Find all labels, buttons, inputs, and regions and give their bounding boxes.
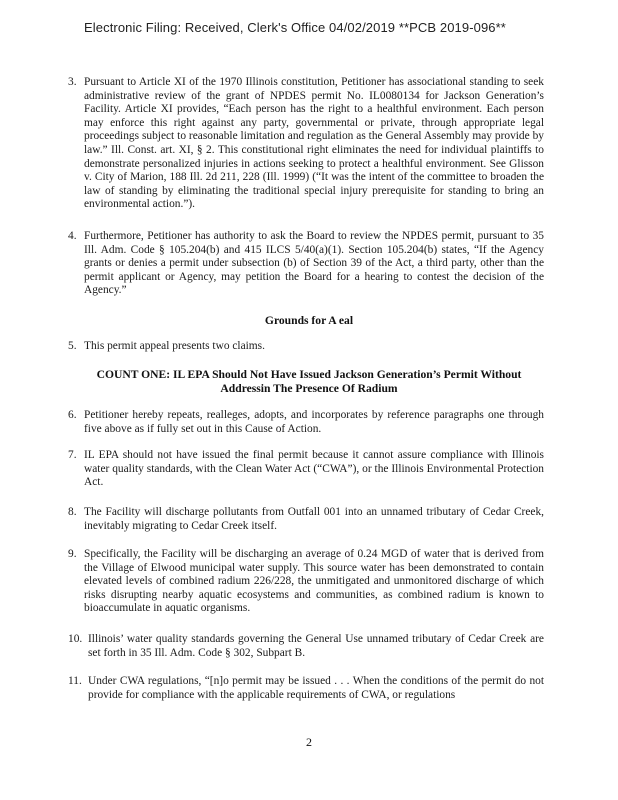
paragraph-number: 7. — [68, 449, 77, 461]
section-heading-grounds: Grounds for A eal — [264, 314, 354, 327]
paragraph-9 — [68, 548, 544, 616]
paragraph-text: This permit appeal presents two claims. — [84, 340, 265, 352]
paragraph-number: 8. — [68, 506, 77, 518]
paragraph-text: Furthermore, Petitioner has authority to ask the Board to review the NPDES permit, pursuant to 35 Ill. Adm. Code § 105.204(b) and 415 ILCS 5/40(a)(1). Section 105.204(b) states, “If the Agency grants or denies a permit under subsection (b) of Section 39 of the Act, a third party, other than the permit applicant or Agency, may petition the Board for a hearing to contest the decision of the Agency.” — [84, 230, 544, 297]
efiling-header: Electronic Filing: Received, Clerk's Office 04/02/2019 **PCB 2019-096** — [84, 20, 506, 35]
paragraph-number: 4. — [68, 230, 77, 242]
paragraph-text: Specifically, the Facility will be discharging an average of 0.24 MGD of water that is derived from the Village of Elwood municipal water supply. This source water has been demonstrated to contain elevated levels of combined radium 226/228, the unmitigated and unmonitored discharge of which risks disrupting nearby aquatic ecosystems and communities, as combined radium is known to bioaccumulate in aquatic organisms. — [84, 548, 544, 615]
count-one-heading-line1: COUNT ONE: IL EPA Should Not Have Issued Jackson Generation’s Permit Without — [96, 368, 522, 381]
paragraph-text: Illinois’ water quality standards governing the General Use unnamed tributary of Cedar Creek are set forth in 35 Ill. Adm. Code § 302, Subpart B. — [88, 633, 544, 659]
count-one-heading-line2: Addressin The Presence Of Radium — [220, 382, 398, 395]
paragraph-5 — [68, 340, 544, 354]
paragraph-number: 6. — [68, 409, 77, 421]
paragraph-number: 10. — [68, 633, 83, 645]
paragraph-10 — [68, 633, 544, 660]
paragraph-number: 5. — [68, 340, 77, 352]
paragraph-text: Pursuant to Article XI of the 1970 Illinois constitution, Petitioner has associational standing to seek administrative review of the grant of NPDES permit No. IL0080134 for Jackson Generation’s Facility. Article XI provides, “Each person has the right to a healthful environment. Each person may enforce this right against any party, governmental or private, through appropriate legal proceedings subject to reasonable limitation and regulation as the General Assembly may provide by law.” Ill. Const. art. XI, § 2. This constitutional right eliminates the need for individual plaintiffs to demonstrate personalized injuries in actions seeking to protect a healthful environment. See Glisson v. City of Marion, 188 Ill. 2d 211, 228 (Ill. 1999) (“It was the intent of the committee to broaden the law of standing by eliminating the traditional special injury prerequisite for standing to bring an environmental action.”). — [84, 76, 544, 211]
paragraph-text: IL EPA should not have issued the final permit because it cannot assure compliance with Illinois water quality standards, with the Clean Water Act (“CWA”), or the Illinois Environmental Protection Act. — [84, 449, 544, 489]
paragraph-11 — [68, 675, 544, 702]
paragraph-8 — [68, 506, 544, 533]
paragraph-number: 11. — [68, 675, 82, 687]
page-number: 2 — [306, 735, 312, 749]
paragraph-4 — [68, 230, 544, 298]
paragraph-text: Under CWA regulations, “[n]o permit may be issued . . . When the conditions of the permit do not provide for compliance with the applicable requirements of CWA, or regulations — [88, 675, 544, 701]
paragraph-text: The Facility will discharge pollutants from Outfall 001 into an unnamed tributary of Cedar Creek, inevitably migrating to Cedar Creek itself. — [84, 506, 544, 532]
paragraph-number: 3. — [68, 76, 77, 88]
paragraph-3 — [68, 76, 544, 212]
paragraph-number: 9. — [68, 548, 77, 560]
paragraph-text: Petitioner hereby repeats, realleges, adopts, and incorporates by reference paragraphs one through five above as if fully set out in this Cause of Action. — [84, 409, 544, 435]
paragraph-7 — [68, 449, 544, 490]
paragraph-6 — [68, 409, 544, 436]
